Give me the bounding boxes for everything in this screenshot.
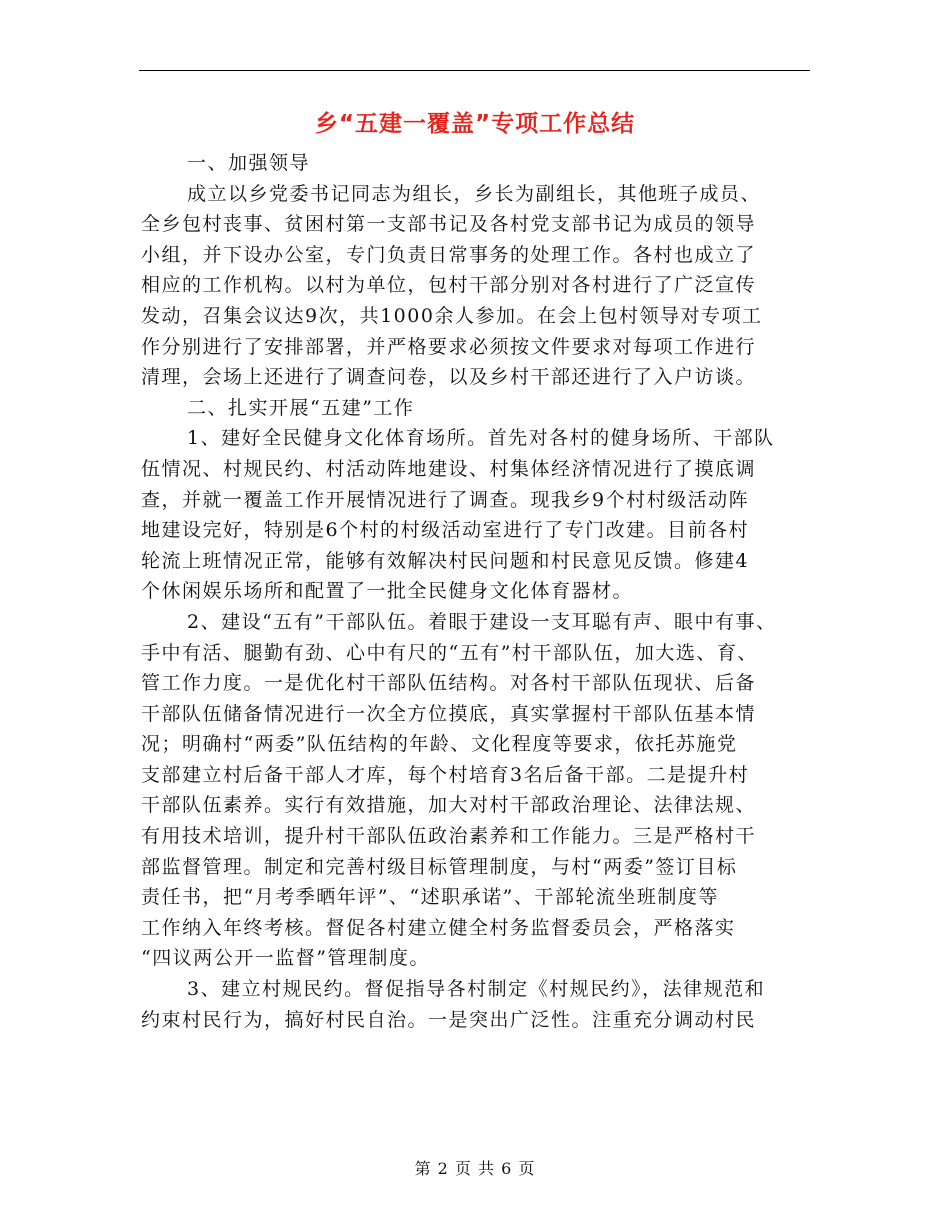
text-line: 相应的工作机构。以村为单位，包村干部分别对各村进行了广泛宣传 — [141, 274, 757, 297]
text-line: 个休闲娱乐场所和配置了一批全民健身文化体育器材。 — [141, 580, 634, 603]
text-line: 1、建好全民健身文化体育场所。首先对各村的健身场所、干部队 — [187, 427, 775, 450]
text-line: 2、建设“五有”干部队伍。着眼于建设一支耳聪有声、眼中有事、 — [187, 610, 777, 633]
text-line: 伍情况、村规民约、村活动阵地建设、村集体经济情况进行了摸底调 — [141, 457, 757, 480]
text-line: 清理，会场上还进行了调查问卷，以及乡村干部还进行了入户访谈。 — [141, 366, 757, 389]
text-line: 发动，召集会议达9次，共1000余人参加。在会上包村领导对专项工 — [141, 304, 763, 327]
text-line: 作分别进行了安排部署，并严格要求必须按文件要求对每项工作进行 — [141, 335, 757, 358]
text-line: 全乡包村丧事、贫困村第一支部书记及各村党支部书记为成员的领导 — [141, 213, 757, 236]
text-line: 况；明确村“两委”队伍结构的年龄、文化程度等要求，依托苏施党 — [141, 733, 738, 756]
text-line: 成立以乡党委书记同志为组长，乡长为副组长，其他班子成员、 — [187, 182, 762, 205]
text-line: 管工作力度。一是优化村干部队伍结构。对各村干部队伍现状、后备 — [141, 672, 757, 695]
text-line: 干部队伍储备情况进行一次全方位摸底，真实掌握村干部队伍基本情 — [141, 702, 757, 725]
text-line: 有用技术培训，提升村干部队伍政治素养和工作能力。三是严格村干 — [141, 825, 757, 848]
text-line: 小组，并下设办公室，专门负责日常事务的处理工作。各村也成立了 — [141, 243, 757, 266]
page-footer: 第 2 页 共 6 页 — [414, 1159, 536, 1178]
text-line: 工作纳入年终考核。督促各村建立健全村务监督委员会，严格落实 — [141, 916, 736, 939]
text-line: 一、加强领导 — [187, 152, 311, 174]
text-line: 3、建立村规民约。督促指导各村制定《村规民约》，法律规范和 — [187, 978, 766, 1001]
text-line: 二、扎实开展“五建”工作 — [187, 396, 415, 419]
text-line: 轮流上班情况正常，能够有效解决村民问题和村民意见反馈。修建4 — [141, 549, 750, 572]
text-line: 责任书，把“月考季晒年评”、“述职承诺”、干部轮流坐班制度等 — [141, 886, 719, 909]
document-title: 乡“五建一覆盖”专项工作总结 — [314, 111, 636, 137]
text-line: 手中有活、腿勤有劲、心中有尺的“五有”村干部队伍，加大选、育、 — [141, 641, 758, 664]
text-line: 部监督管理。制定和完善村级目标管理制度，与村“两委”签订目标 — [141, 855, 738, 878]
text-line: 干部队伍素养。实行有效措施，加大对村干部政治理论、法律法规、 — [141, 794, 757, 817]
text-line: 查，并就一覆盖工作开展情况进行了调查。现我乡9个村村级活动阵 — [141, 488, 750, 511]
text-line: 约束村民行为，搞好村民自治。一是突出广泛性。注重充分调动村民 — [141, 1008, 757, 1031]
text-line: 地建设完好，特别是6个村的村级活动室进行了专门改建。目前各村 — [141, 519, 750, 542]
text-line: “四议两公开一监督”管理制度。 — [141, 947, 430, 970]
header-rule — [139, 70, 810, 71]
document-body — [141, 148, 821, 1035]
text-line: 支部建立村后备干部人才库，每个村培育3名后备干部。二是提升村 — [141, 763, 750, 786]
